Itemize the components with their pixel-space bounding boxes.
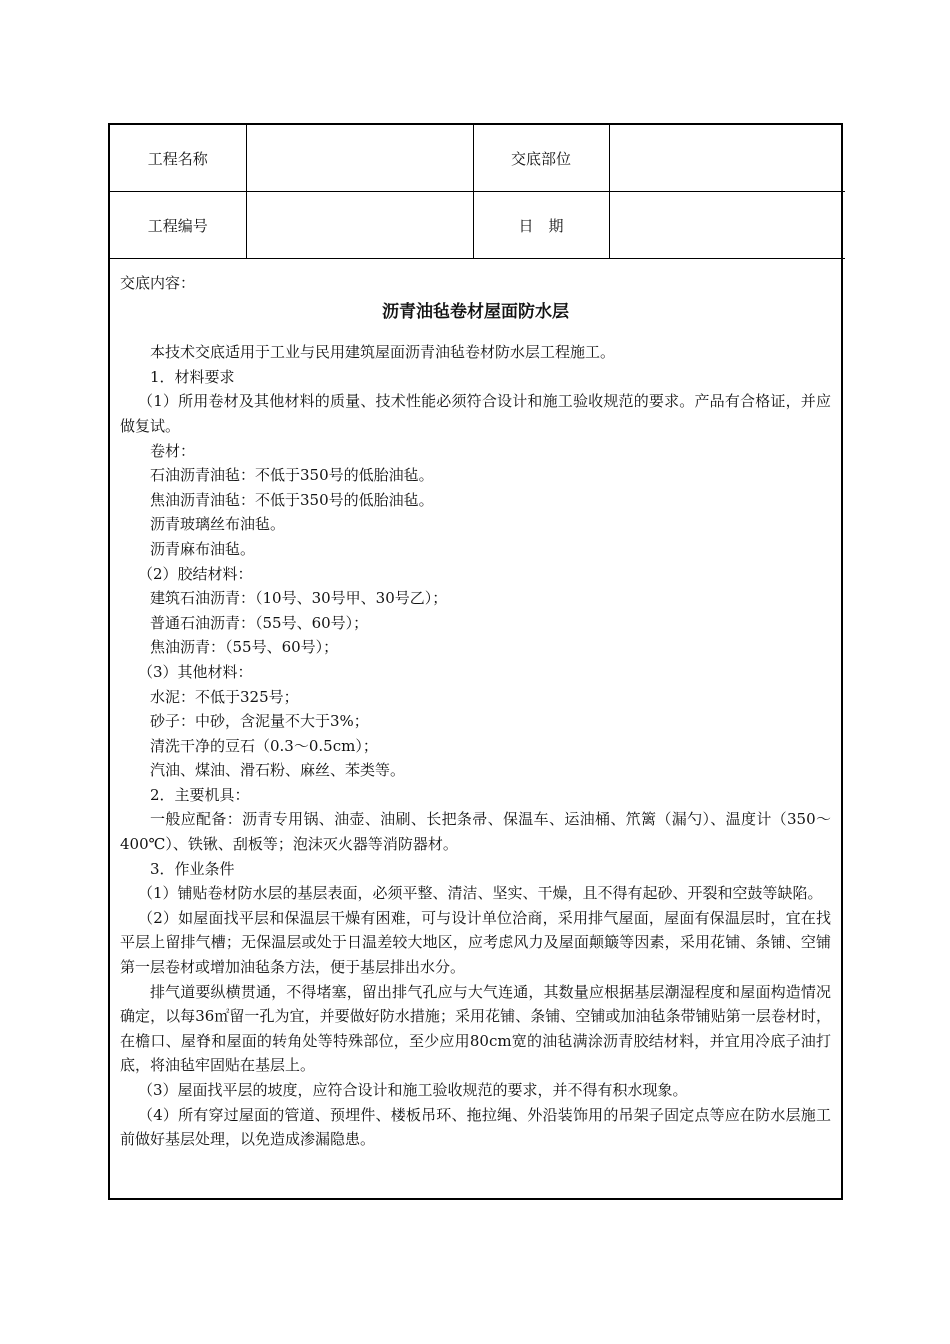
- content-paragraph: 普通石油沥青：（55号、60号）；: [150, 613, 369, 632]
- content-paragraph: （2）胶结材料：: [138, 564, 253, 583]
- content-paragraph: 一般应配备：沥青专用锅、油壶、油刷、长把条帚、保温车、运油桶、笊篱（漏勺）、温度计（350～400℃）、铁锹、刮板等；泡沫灭火器等消防器材。: [120, 810, 831, 854]
- content-paragraph: （3）其他材料：: [138, 662, 253, 681]
- content-label: 交底内容：: [120, 274, 196, 292]
- content-paragraph: 汽油、煤油、滑石粉、麻丝、苯类等。: [150, 761, 406, 780]
- content-paragraph: 2．主要机具：: [150, 785, 250, 804]
- document-title: 沥青油毡卷材屋面防水层: [382, 301, 569, 322]
- content-paragraph: （3）屋面找平层的坡度，应符合设计和施工验收规范的要求，并不得有积水现象。: [138, 1081, 688, 1099]
- date-value: [609, 192, 845, 259]
- content-paragraph: 清洗干净的豆石（0.3～0.5cm）；: [150, 736, 378, 755]
- content-body: [120, 340, 831, 1152]
- content-paragraph: 沥青麻布油毡。: [150, 539, 256, 558]
- content-paragraph: 焦油沥青油毡：不低于350号的低胎油毡。: [150, 490, 434, 509]
- part-value: [609, 125, 845, 192]
- content-section: [110, 259, 841, 1152]
- content-paragraph: （4）所有穿过屋面的管道、预埋件、楼板吊环、拖拉绳、外沿装饰用的吊架子固定点等应在防水层施工前做好基层处理，以免造成渗漏隐患。: [120, 1105, 831, 1149]
- project-no-value: [246, 192, 473, 259]
- project-name-value: [246, 125, 473, 192]
- content-paragraph: 建筑石油沥青：（10号、30号甲、30号乙）；: [150, 589, 448, 608]
- content-paragraph: 石油沥青油毡：不低于350号的低胎油毡。: [150, 466, 434, 485]
- content-paragraph: （2）如屋面找平层和保温层干燥有困难，可与设计单位洽商，采用排气屋面，屋面有保温层时，宜在找平层上留排气槽；无保温层或处于日温差较大地区，应考虑风力及屋面颠簸等因素，采用花铺、条铺、空铺第一层卷材或增加油毡条方法，便于基层排出水分。: [120, 908, 831, 977]
- content-paragraph: 3．作业条件: [150, 859, 235, 878]
- content-paragraph: 卷材：: [150, 441, 196, 460]
- content-paragraph: 砂子：中砂，含泥量不大于3%；: [150, 712, 369, 731]
- header-table: [110, 125, 845, 259]
- content-paragraph: 沥青玻璃丝布油毡。: [150, 515, 286, 534]
- part-label: 交底部位: [473, 125, 609, 192]
- content-paragraph: 排气道要纵横贯通，不得堵塞，留出排气孔应与大气连通，其数量应根据基层潮湿程度和屋面构造情况确定，以每36㎡留一孔为宜，并要做好防水措施；采用花铺、条铺、空铺或加油毡条带铺贴第一层卷材时，在檐口、屋脊和屋面的转角处等特殊部位，至少应用80cm宽的油毡满涂沥青胶结材料，并宜用冷底子油打底，将油毡牢固贴在基层上。: [120, 982, 831, 1075]
- content-paragraph: （1）所用卷材及其他材料的质量、技术性能必须符合设计和施工验收规范的要求。产品有合格证，并应做复试。: [120, 392, 831, 435]
- content-paragraph: 水泥：不低于325号；: [150, 687, 299, 706]
- date-label: 日 期: [473, 192, 609, 259]
- content-paragraph: （1）铺贴卷材防水层的基层表面，必须平整、清洁、坚实、干燥，且不得有起砂、开裂和空鼓等缺陷。: [138, 884, 823, 903]
- project-name-label: 工程名称: [110, 125, 246, 192]
- header-row-1: [110, 125, 845, 192]
- content-paragraph: 焦油沥青：（55号、60号）；: [150, 638, 339, 657]
- project-no-label: 工程编号: [110, 192, 246, 259]
- content-paragraph: 本技术交底适用于工业与民用建筑屋面沥青油毡卷材防水层工程施工。: [150, 343, 616, 362]
- content-paragraph: 1．材料要求: [150, 367, 235, 386]
- disclosure-form: [108, 123, 843, 1200]
- header-row-2: [110, 192, 845, 259]
